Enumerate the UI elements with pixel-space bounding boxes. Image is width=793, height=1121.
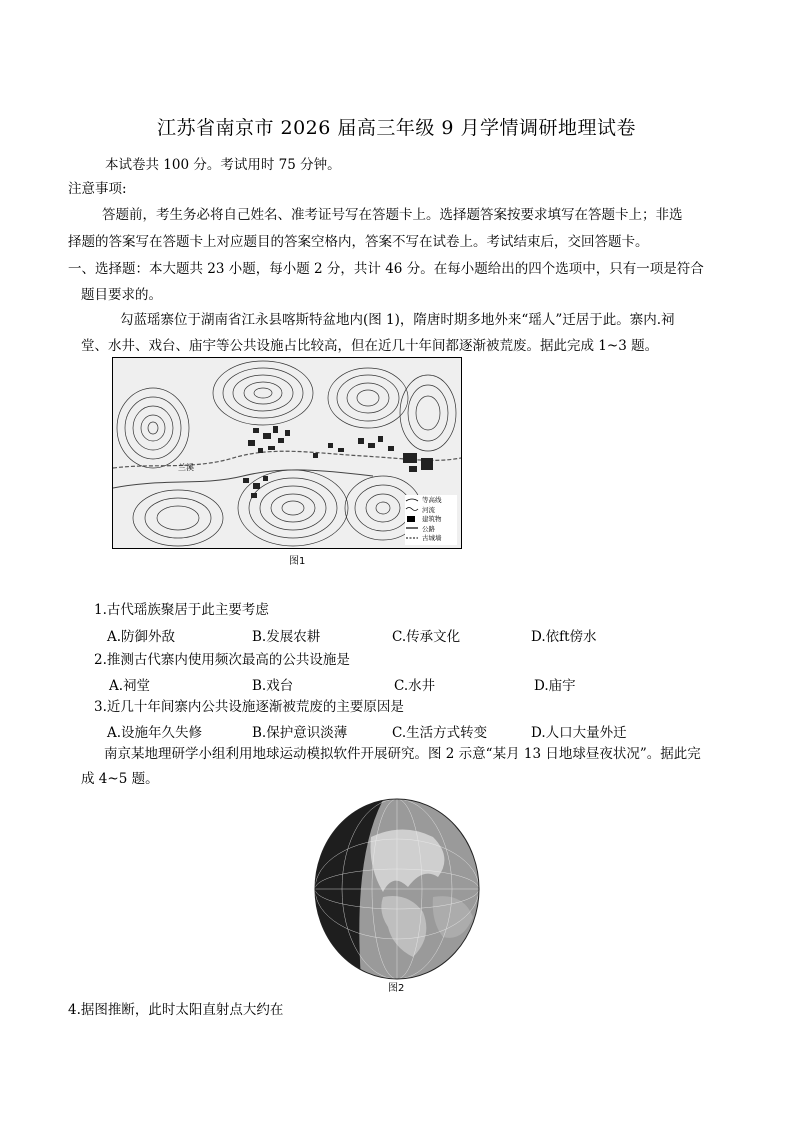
figure1-caption: 图1 [289,556,306,567]
q3-option-b: B.保护意识淡薄 [252,725,348,741]
q1-option-b: B.发展农耕 [252,629,321,645]
passage2-line-2: 成 4~5 题。 [81,771,159,787]
q1-option-d: D.依ft傍水 [531,629,597,645]
page-title: 江苏省南京市 2026 届高三年级 9 月学情调研地理试卷 [156,117,637,139]
earth-globe-image [313,797,481,982]
q1-option-a: A.防御外敌 [107,629,176,645]
notice-heading: 注意事项: [68,181,127,197]
legend-label: 古城墙 [422,534,442,543]
q2-option-d: D.庙宇 [534,678,576,694]
q3-option-c: C.生活方式转变 [392,725,488,741]
section1-heading-1: 一、选择题：本大题共 23 小题，每小题 2 分，共计 46 分。在每小题给出的四个选项中，只有一项是符合 [68,261,704,277]
passage1-line-2: 堂、水井、戏台、庙宇等公共设施占比较高，但在近几十年间都逐渐被荒废。据此完成 1~3 题。 [81,338,659,354]
map-place-label: 兰溪 [178,463,194,472]
passage2-line-1: 南京某地理研学小组利用地球运动模拟软件开展研究。图 2 示意“某月 13 日地球昼夜状况”。据此完 [104,746,701,762]
legend-road [405,524,457,534]
q1-option-c: C.传承文化 [392,629,461,645]
question-1-stem: 1.古代瑶族聚居于此主要考虑 [94,602,269,618]
map-legend [405,495,457,545]
q3-option-d: D.人口大量外迁 [531,725,627,741]
legend-label: 建筑物 [422,515,442,524]
notice-line-1: 答题前，考生务必将自己姓名、准考证号写在答题卡上。选择题答案按要求填写在答题卡上；非选 [102,207,683,223]
old-wall-line-icon [405,535,419,541]
river-line-icon [405,506,419,512]
road-line-icon [405,525,419,531]
legend-label: 公路 [422,524,435,533]
question-2-stem: 2.推测古代寨内使用频次最高的公共设施是 [94,652,350,668]
building-block-icon [405,516,419,522]
legend-label: 河流 [422,505,435,514]
passage1-line-1: 勾蓝瑶寨位于湖南省江永县喀斯特盆地内(图 1)，隋唐时期多地外来“瑶人”迁居于此。寨内.祠 [120,312,675,328]
score-line: 本试卷共 100 分。考试用时 75 分钟。 [105,157,341,173]
q2-option-c: C.水井 [394,678,436,694]
question-3-stem: 3.近几十年间寨内公共设施逐渐被荒废的主要原因是 [94,699,404,715]
legend-river [405,505,457,515]
q3-option-a: A.设施年久失修 [107,725,203,741]
q2-option-a: A.祠堂 [109,678,151,694]
figure2-globe [313,797,481,982]
legend-building [405,514,457,524]
question-4-stem: 4.据图推断，此时太阳直射点大约在 [68,1002,284,1018]
legend-label: 等高线 [422,496,442,505]
q2-option-b: B.戏台 [252,678,294,694]
section1-heading-2: 题目要求的。 [81,287,162,303]
legend-contour [405,495,457,505]
notice-line-2: 择题的答案写在答题卡上对应题目的答案空格内，答案不写在试卷上。考试结束后，交回答题卡。 [68,234,649,250]
contour-line-icon [405,497,419,503]
legend-old-wall [405,533,457,543]
figure2-caption: 图2 [388,983,405,994]
